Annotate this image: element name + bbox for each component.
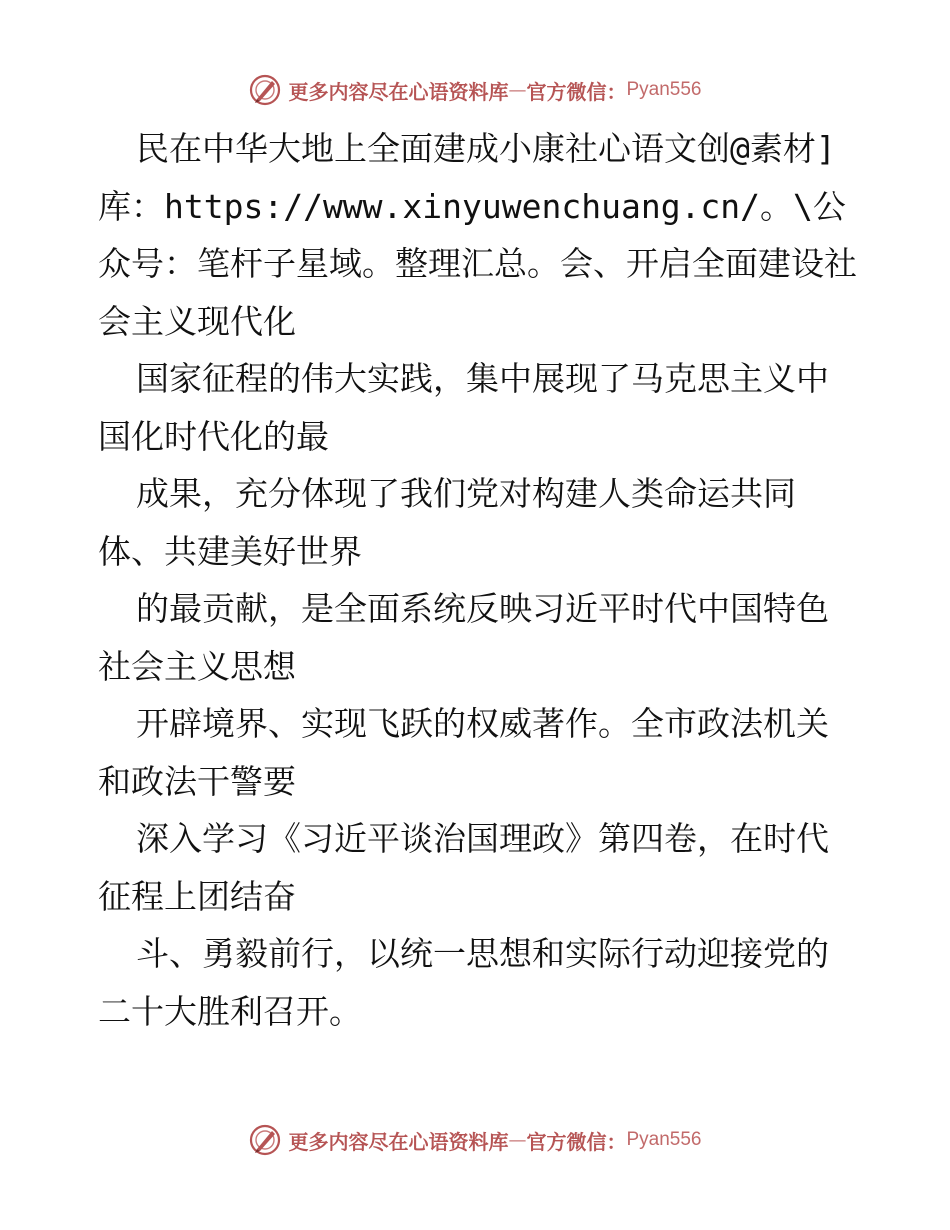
banner-wechat-id: Pyan556 xyxy=(626,1129,702,1150)
banner-wechat-label: 官方微信： xyxy=(526,79,627,104)
paragraph-7: 斗、勇毅前行，以统一思想和实际行动迎接党的二十大胜利召开。 xyxy=(98,934,829,1031)
header-watermark-banner xyxy=(0,70,950,110)
banner-wechat-label: 官方微信： xyxy=(526,1129,627,1154)
banner-separator: — xyxy=(508,79,527,101)
banner-text: 更多内容尽在心语资料库 xyxy=(288,1129,509,1154)
paragraph-2: 国家征程的伟大实践，集中展现了马克思主义中国化时代化的最 xyxy=(98,359,829,456)
pen-logo-icon xyxy=(248,1123,282,1157)
paragraph-3: 成果，充分体现了我们党对构建人类命运共同体、共建美好世界 xyxy=(98,474,796,571)
paragraph-6: 深入学习《习近平谈治国理政》第四卷，在时代征程上团结奋 xyxy=(98,819,829,916)
banner-wechat-id: Pyan556 xyxy=(626,79,702,100)
paragraph-5: 开辟境界、实现飞跃的权威著作。全市政法机关和政法干警要 xyxy=(98,704,829,801)
banner-separator: — xyxy=(508,1129,527,1151)
document-body xyxy=(98,120,858,1040)
pen-logo-icon xyxy=(248,73,282,107)
footer-watermark-banner xyxy=(0,1120,950,1160)
banner-text: 更多内容尽在心语资料库 xyxy=(288,79,509,104)
paragraph-1: 民在中华大地上全面建成小康社心语文创@素材]库：https://www.xinyuwenchuang.cn/。\公众号：笔杆子星域。整理汇总。会、开启全面建设社会主义现代化 xyxy=(98,129,857,341)
paragraph-4: 的最贡献，是全面系统反映习近平时代中国特色社会主义思想 xyxy=(98,589,829,686)
